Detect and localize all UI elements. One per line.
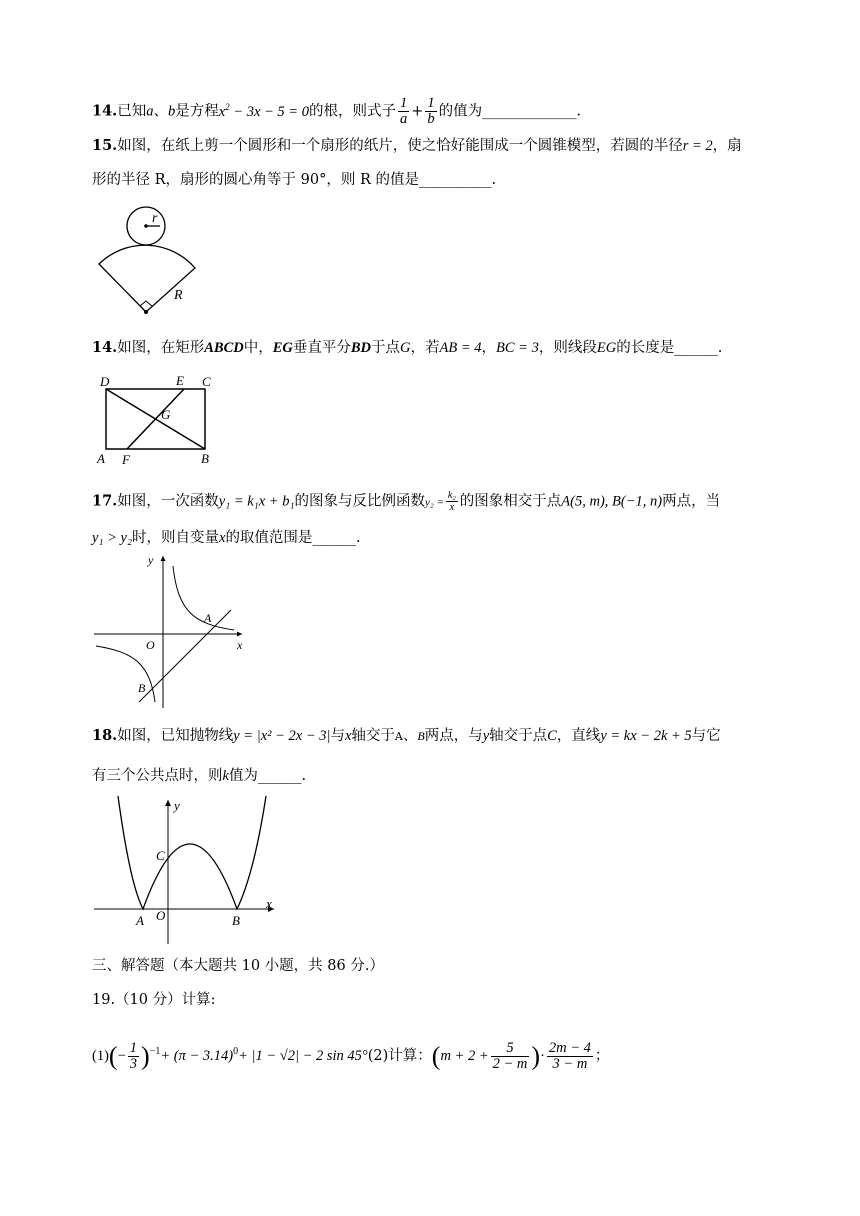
numerator: 5 bbox=[491, 1041, 530, 1057]
text: 、 bbox=[402, 728, 418, 744]
denominator: 3 − m bbox=[552, 1056, 588, 1072]
y-axis-arrow bbox=[165, 800, 171, 806]
label-G: G bbox=[161, 407, 171, 422]
plus: + bbox=[411, 103, 424, 120]
label-O: O bbox=[156, 908, 166, 923]
label-A: A bbox=[204, 611, 212, 625]
question-15-line2 bbox=[92, 170, 496, 190]
var-y: y bbox=[482, 728, 490, 744]
inverse-function: y₂ = bbox=[424, 496, 444, 509]
text: 时，则自变量 bbox=[132, 530, 219, 546]
label-A: A bbox=[136, 913, 144, 928]
text: 与它 bbox=[691, 728, 721, 744]
fraction-1-3 bbox=[128, 1041, 139, 1072]
numerator: 1 bbox=[129, 1040, 138, 1056]
denominator: 3 bbox=[129, 1056, 138, 1072]
period: . bbox=[355, 530, 361, 546]
denominator: x bbox=[449, 502, 455, 513]
text: 轴交于 bbox=[351, 728, 395, 744]
period: . bbox=[576, 103, 581, 120]
text: 的取值范围是 bbox=[225, 530, 313, 546]
cone-net-figure bbox=[94, 204, 204, 316]
linear-function: y₁ = k₁x + b₁ bbox=[218, 493, 295, 510]
question-19-expressions: (1)(− $\frac{1}{3}$ )$^{-1}+ (\pi - 3.14)^0+ |1 - √2| - 2$ sin 45°(2)计算：(m + 2 + $\frac{5}{2 - m}$ )· $\frac{2m - 4}{3 - m}$ ； bbox=[92, 1040, 610, 1072]
text: 中， bbox=[243, 340, 273, 356]
parabola-figure bbox=[94, 794, 278, 946]
question-number: 14. bbox=[92, 339, 118, 356]
answer-blank: ______ bbox=[257, 768, 302, 784]
denominator: 2 − m bbox=[492, 1056, 528, 1072]
text: 于点 bbox=[371, 340, 401, 356]
label-F: F bbox=[122, 452, 130, 467]
eq-x: x bbox=[218, 103, 226, 120]
text: 如图，在矩形 bbox=[117, 340, 205, 356]
denominator: b bbox=[427, 111, 435, 127]
paren-close: ) bbox=[141, 1041, 150, 1071]
question-15-line1 bbox=[92, 136, 742, 156]
period: . bbox=[301, 768, 307, 784]
label-O: O bbox=[146, 638, 155, 652]
text: ，若 bbox=[410, 340, 440, 356]
question-18-line2 bbox=[92, 766, 306, 786]
var-abcd: ABCD bbox=[204, 340, 244, 356]
var-b: b bbox=[167, 103, 176, 120]
text: 的值为 bbox=[438, 103, 483, 120]
text: 两点，当 bbox=[662, 493, 721, 510]
label-B: B bbox=[201, 451, 209, 466]
text: 有三个公共点时，则 bbox=[92, 768, 223, 784]
question-17-line2 bbox=[92, 528, 361, 548]
sector-center bbox=[144, 310, 148, 314]
numerator: k₂ bbox=[447, 490, 456, 501]
text: 的图象相交于点 bbox=[459, 493, 562, 510]
section-heading: 三、解答题（本大题共 10 小题，共 86 分.） bbox=[92, 958, 384, 974]
label-B: B bbox=[138, 681, 146, 695]
linear-line bbox=[139, 610, 231, 702]
right-angle-mark bbox=[140, 301, 152, 306]
answer-blank: _____________ bbox=[482, 103, 577, 120]
rectangle-figure bbox=[94, 372, 224, 468]
text: 轴交于点 bbox=[489, 728, 548, 744]
numerator: 1 bbox=[399, 95, 408, 111]
question-14a bbox=[92, 96, 581, 127]
eq-exp: 2 bbox=[225, 101, 230, 112]
text: 两点，与 bbox=[424, 728, 483, 744]
equation bbox=[218, 101, 309, 120]
fraction-2m bbox=[547, 1041, 593, 1072]
bc-value: BC = 3 bbox=[496, 340, 539, 356]
eq-rest: − 3x − 5 = 0 bbox=[229, 103, 309, 120]
text: 是方程 bbox=[175, 103, 219, 120]
text: 如图，在纸上剪一个圆形和一个扇形的纸片，使之恰好能围成一个圆锥模型，若圆的半径 bbox=[117, 138, 683, 154]
question-17-line1 bbox=[92, 490, 720, 513]
var-C: C bbox=[547, 728, 557, 744]
var-k: k bbox=[222, 768, 229, 784]
question-14b bbox=[92, 338, 722, 358]
circle-center bbox=[144, 224, 148, 228]
period: . bbox=[717, 340, 723, 356]
text: 形的半径 R，扇形的圆心角等于 90°，则 R 的值是 bbox=[92, 172, 419, 188]
var-a: a bbox=[146, 103, 154, 120]
text: 垂直平分 bbox=[292, 340, 351, 356]
period: . bbox=[491, 172, 497, 188]
ab-value: AB = 4 bbox=[439, 340, 482, 356]
var-x: x bbox=[344, 728, 352, 744]
label-x: x bbox=[237, 638, 243, 652]
text: ，则线段 bbox=[538, 340, 597, 356]
segment-ef bbox=[127, 389, 184, 449]
var-g: G bbox=[400, 340, 411, 356]
var-eg: EG bbox=[272, 340, 293, 356]
label-B: B bbox=[232, 913, 240, 928]
var-bd: BD bbox=[350, 340, 372, 356]
text: 如图，一次函数 bbox=[117, 493, 219, 510]
part-2-label: (2)计算： bbox=[367, 1047, 432, 1064]
text: 的图象与反比例函数 bbox=[294, 493, 425, 510]
label-r: r bbox=[152, 211, 158, 226]
paren-open: ( bbox=[431, 1041, 441, 1071]
label-C: C bbox=[202, 374, 211, 389]
question-number: 18. bbox=[92, 727, 118, 744]
abs-parabola-curve bbox=[118, 796, 266, 909]
answer-blank: __________ bbox=[418, 172, 492, 188]
label-x: x bbox=[266, 896, 272, 911]
text: ， bbox=[481, 340, 497, 356]
var-eg: EG bbox=[596, 340, 617, 356]
label-R: R bbox=[174, 288, 183, 303]
part-1-label: (1) bbox=[92, 1047, 109, 1064]
text: ，扇 bbox=[712, 138, 742, 154]
text: 的根，则式子 bbox=[308, 103, 396, 120]
line-function: y = kx − 2k + 5 bbox=[600, 728, 692, 744]
fraction-1-over-a bbox=[398, 96, 409, 127]
paren-open: ( bbox=[108, 1041, 118, 1071]
label-y: y bbox=[174, 798, 180, 813]
text: 与 bbox=[330, 728, 345, 744]
parabola-function: y = |x² − 2x − 3| bbox=[233, 728, 331, 744]
label-E: E bbox=[176, 373, 184, 388]
exponent: 0 bbox=[233, 1046, 239, 1057]
text: 、 bbox=[153, 103, 168, 120]
x-axis-arrow bbox=[237, 632, 242, 637]
numerator: 2m − 4 bbox=[548, 1040, 591, 1056]
paren-close: ) bbox=[531, 1041, 541, 1071]
numerator: 1 bbox=[427, 95, 435, 111]
label-y: y bbox=[148, 553, 154, 567]
text: 的长度是 bbox=[616, 340, 675, 356]
label-A: A bbox=[97, 451, 105, 466]
semicolon: ； bbox=[594, 1047, 610, 1064]
var-x: x bbox=[219, 530, 226, 546]
answer-blank: ______ bbox=[674, 340, 718, 356]
var-B: B bbox=[417, 729, 425, 743]
dot: · bbox=[540, 1047, 545, 1064]
exponent: −1 bbox=[149, 1046, 161, 1057]
answer-blank: ______ bbox=[312, 530, 356, 546]
condition: y₁ > y₂ bbox=[92, 530, 132, 546]
fraction-5 bbox=[491, 1041, 530, 1072]
denominator: a bbox=[399, 111, 408, 127]
question-number: 17. bbox=[92, 492, 118, 510]
m-term: m + 2 + bbox=[440, 1047, 489, 1064]
label-D: D bbox=[100, 374, 110, 389]
text: ，直线 bbox=[556, 728, 601, 744]
question-number: 15. bbox=[92, 137, 118, 154]
fraction-k2-over-x bbox=[446, 490, 458, 513]
y-axis-arrow bbox=[161, 556, 166, 561]
pi-term: + (π − 3.14) bbox=[160, 1047, 234, 1064]
radius-value: r = 2 bbox=[682, 138, 713, 154]
label-C: C bbox=[156, 848, 165, 863]
question-19-head: 19.（10 分）计算: bbox=[92, 992, 216, 1008]
question-number: 14. bbox=[92, 102, 118, 120]
fraction-1-over-b bbox=[425, 96, 436, 127]
abs-term: + |1 − √2| − 2 sin 45° bbox=[238, 1047, 368, 1064]
text: 值为 bbox=[228, 768, 258, 784]
var-A: A bbox=[394, 730, 403, 743]
question-18-line1 bbox=[92, 726, 721, 747]
text: 已知 bbox=[117, 103, 147, 120]
function-graph-figure bbox=[94, 552, 254, 710]
intersection-points: A(5, m), B(−1, n) bbox=[561, 493, 663, 510]
text: 如图，已知抛物线 bbox=[117, 728, 234, 744]
hyperbola-branch-2 bbox=[96, 646, 155, 702]
